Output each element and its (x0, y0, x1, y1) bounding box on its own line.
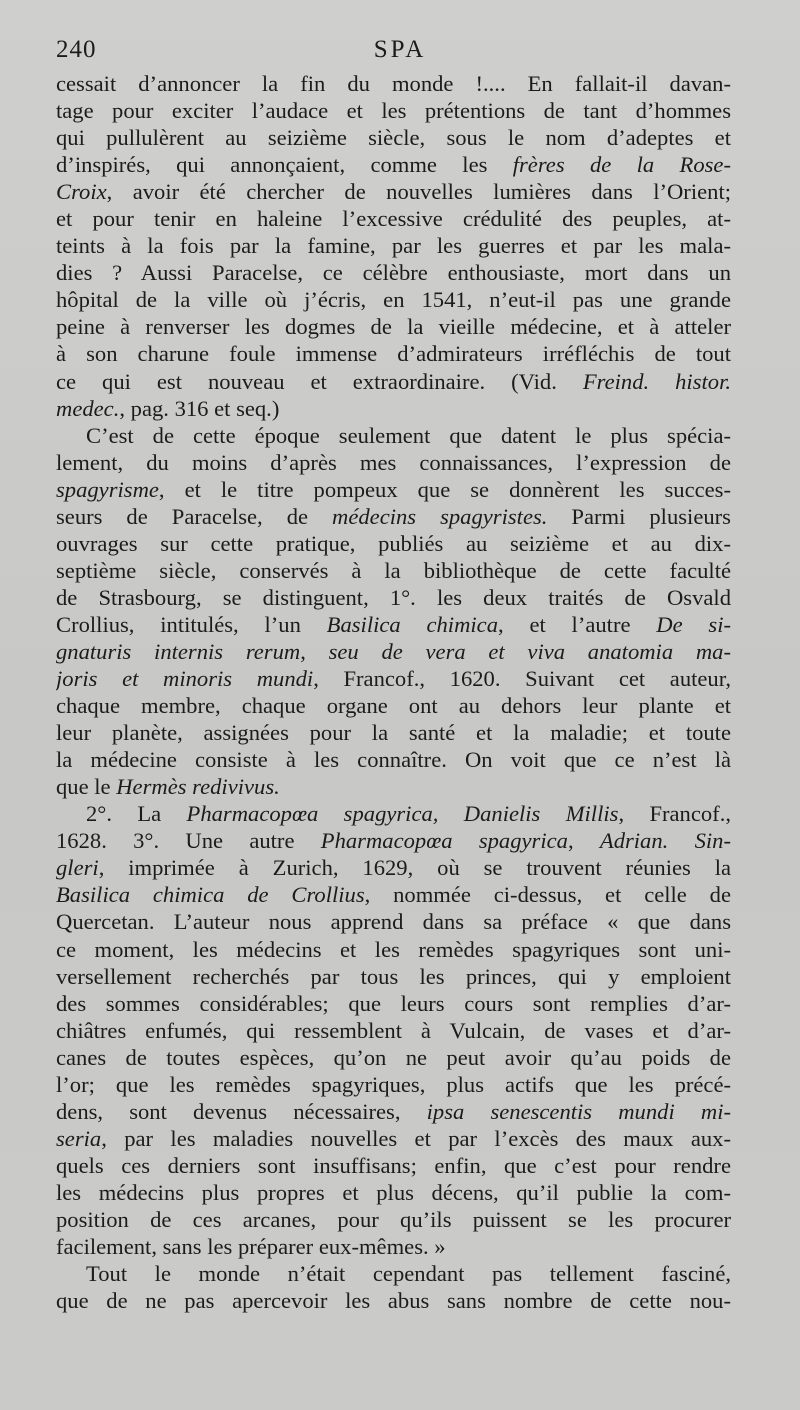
italic-text: joris et minoris mundi (56, 666, 314, 692)
text-line (56, 908, 731, 935)
italic-text: gleri (56, 855, 99, 881)
text-line (56, 1044, 731, 1071)
page-number: 240 (56, 36, 97, 63)
text-run: lement, du moins d’après mes connaissances, l’expression de (56, 449, 731, 475)
text-line (56, 881, 731, 908)
text-line (56, 259, 731, 286)
text-line (56, 1233, 731, 1260)
text-run: teints à la fois par la famine, par les guerres et par les mala- (56, 233, 731, 259)
text-run: Quercetan. L’auteur nous apprend dans sa préface « que dans (56, 909, 731, 935)
text-run: que le (56, 774, 117, 800)
text-run: , Francof., 1620. Suivant cet auteur, (313, 666, 731, 692)
text-run: des sommes considérables; que leurs cours sont remplies d’ar- (56, 990, 731, 1016)
text-line (56, 638, 731, 665)
text-run: septième siècle, conservés à la bibliothèque de cette faculté (56, 557, 731, 583)
text-run: seurs de Paracelse, de (56, 503, 333, 529)
text-line (56, 503, 731, 530)
text-run: chiâtres enfumés, qui ressemblent à Vulcain, de vases et d’ar- (56, 1017, 731, 1043)
text-line (56, 963, 731, 990)
text-run: peine à renverser les dogmes de la vieille médecine, et à atteler (56, 314, 731, 340)
text-run: ouvrages sur cette pratique, publiés au seizième et au dix- (56, 530, 731, 556)
italic-text: spagyrisme (56, 476, 159, 502)
text-run: leur planète, assignées pour la santé et la maladie; et toute (56, 720, 731, 746)
text-line (56, 746, 731, 773)
text-line (56, 936, 731, 963)
text-run: hôpital de la ville où j’écris, en 1541, n’eut-il pas une grande (56, 287, 731, 313)
text-line (56, 530, 731, 557)
text-line (56, 449, 731, 476)
text-line (56, 476, 731, 503)
text-line (56, 827, 731, 854)
text-run: , avoir été chercher de nouvelles lumières dans l’Orient; (106, 179, 731, 205)
text-run: les médecins plus propres et plus décens, qu’il publie la com- (56, 1179, 731, 1205)
text-line (56, 422, 731, 449)
text-run: de Strasbourg, se distinguent, 1°. les deux traités de Osvald (56, 584, 731, 610)
text-run: , et l’autre (498, 611, 657, 637)
text-run: l’or; que les remèdes spagyriques, plus actifs que les précé- (56, 1071, 731, 1097)
italic-text: Croix (56, 179, 107, 205)
text-run: , (300, 638, 329, 664)
italic-text: seu de vera et viva anatomia ma- (328, 638, 731, 664)
text-run: à son charune foule immense d’admirateurs irréfléchis de tout (56, 341, 731, 367)
text-run: d’inspirés, qui annonçaient, comme les (56, 152, 513, 178)
text-line (56, 1071, 731, 1098)
text-line (56, 1125, 731, 1152)
text-run: , nommée ci-dessus, et celle de (364, 882, 731, 908)
italic-text: Freind. histor. (582, 368, 731, 394)
text-run: position de ces arcanes, pour qu’ils puissent se les procurer (56, 1206, 731, 1232)
text-run: ce moment, les médecins et les remèdes spagyriques sont uni- (56, 936, 731, 962)
italic-text: Basilica chimica (326, 611, 499, 637)
text-run: dies ? Aussi Paracelse, ce célèbre enthousiaste, mort dans un (56, 260, 731, 286)
text-line (56, 719, 731, 746)
text-line (56, 1017, 731, 1044)
text-run: ce qui est nouveau et extraordinaire. (Vid. (56, 368, 583, 394)
text-run: chaque membre, chaque organe ont au dehors leur plante et (56, 693, 731, 719)
text-run: Crollius, intitulés, l’un (56, 611, 327, 637)
text-line (56, 800, 731, 827)
italic-text: frères de la Rose- (512, 152, 731, 178)
text-run: cessait d’annoncer la fin du monde !.... En fallait-il davan- (56, 71, 731, 96)
text-run: tage pour exciter l’audace et les prétentions de tant d’hommes (56, 98, 731, 124)
text-run: qui pullulèrent au seizième siècle, sous le nom d’adeptes et (56, 125, 731, 151)
text-line (56, 1287, 731, 1314)
italic-text: Basilica chimica de Crollius (56, 882, 365, 908)
text-line (56, 665, 731, 692)
text-line (56, 1260, 731, 1287)
text-run: Tout le monde n’était cependant pas tellement fasciné, (86, 1261, 731, 1287)
running-title: SPA (373, 36, 427, 63)
text-line (56, 232, 731, 259)
text-line (56, 313, 731, 340)
italic-text: ipsa senescentis mundi mi- (426, 1098, 731, 1124)
text-run: Parmi plusieurs (547, 503, 731, 529)
text-run: , (567, 828, 600, 854)
text-line (56, 1098, 731, 1125)
text-line (56, 990, 731, 1017)
text-line (56, 611, 731, 638)
text-line (56, 178, 731, 205)
italic-text: gnaturis internis rerum (56, 638, 301, 664)
italic-text: De si- (656, 611, 731, 637)
text-run: , et le titre pompeux que se donnèrent les succes- (158, 476, 731, 502)
italic-text: Hermès redivivus. (116, 774, 280, 800)
text-run: , imprimée à Zurich, 1629, où se trouvent réunies la (98, 855, 731, 881)
text-line (56, 124, 731, 151)
text-line (56, 692, 731, 719)
text-run: C’est de cette époque seulement que datent le plus spécia- (86, 422, 731, 448)
body-text (56, 70, 731, 1314)
text-run: , Francof., (618, 801, 731, 827)
text-run: 2°. La (86, 801, 187, 827)
text-run: et pour tenir en haleine l’excessive crédulité des peuples, at- (56, 206, 731, 232)
text-line (56, 1179, 731, 1206)
text-run: la médecine consiste à les connaître. On voit que ce n’est là (56, 747, 731, 773)
text-line (56, 1206, 731, 1233)
text-line (56, 286, 731, 313)
italic-text: Pharmacopœa spagyrica (320, 828, 568, 854)
text-line (56, 1152, 731, 1179)
page-header (56, 36, 744, 70)
text-run: 1628. 3°. Une autre (56, 828, 321, 854)
text-line (56, 151, 731, 178)
text-run: canes de toutes espèces, qu’on ne peut avoir qu’au poids de (56, 1044, 731, 1070)
text-line (56, 340, 731, 367)
text-run: , par les maladies nouvelles et par l’excès des maux aux- (101, 1125, 731, 1151)
text-line (56, 70, 731, 97)
text-line (56, 773, 731, 800)
text-line (56, 854, 731, 881)
text-run: , pag. 316 et seq.) (119, 395, 280, 421)
text-run: facilement, sans les préparer eux-mêmes. » (56, 1234, 446, 1260)
text-line (56, 368, 731, 395)
text-line (56, 584, 731, 611)
text-run: quels ces derniers sont insuffisans; enfin, que c’est pour rendre (56, 1152, 731, 1178)
text-line (56, 97, 731, 124)
text-run: que de ne pas apercevoir les abus sans nombre de cette nou- (56, 1288, 731, 1314)
text-line (56, 205, 731, 232)
text-line (56, 557, 731, 584)
italic-text: Pharmacopœa spagyrica, Danielis Millis (186, 801, 619, 827)
text-run: dens, sont devenus nécessaires, (56, 1098, 427, 1124)
text-line (56, 395, 731, 422)
italic-text: seria (56, 1125, 102, 1151)
italic-text: Adrian. Sin- (599, 828, 731, 854)
text-run: versellement recherchés par tous les princes, qui y emploient (56, 963, 731, 989)
italic-text: médecins spagyristes. (332, 503, 548, 529)
italic-text: medec. (56, 395, 120, 421)
